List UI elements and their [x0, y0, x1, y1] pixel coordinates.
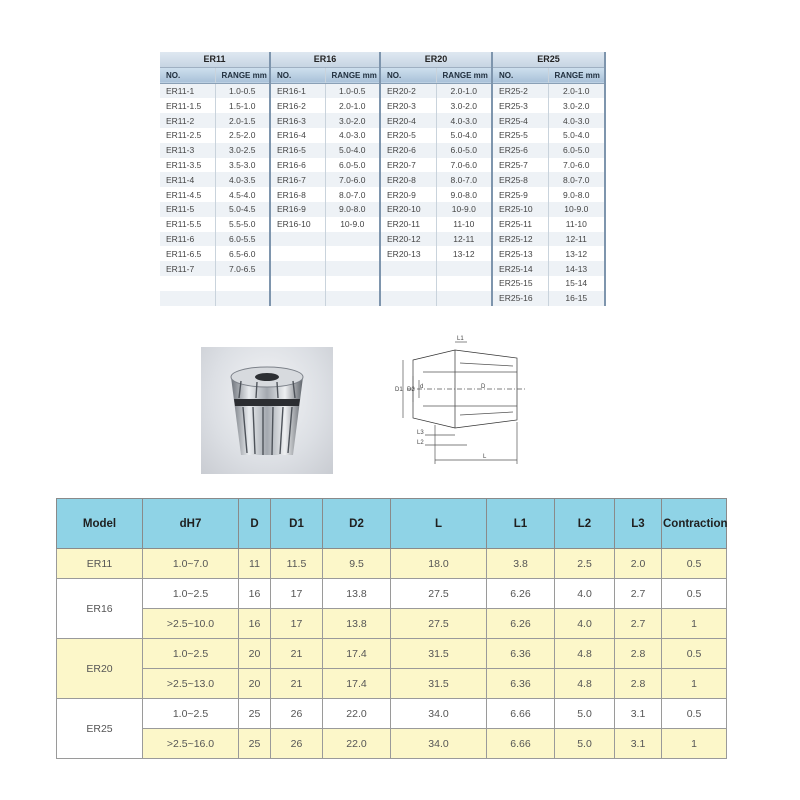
spec-value-cell: 11.5 [271, 549, 323, 579]
range-cell: 5.0-4.0 [436, 128, 492, 143]
range-cell [436, 291, 492, 306]
spec-value-cell: 0.5 [662, 699, 727, 729]
range-row [160, 187, 605, 202]
spec-header-l: L [391, 499, 487, 549]
spec-model-cell: ER20 [57, 639, 143, 699]
col-range: RANGE mm [215, 67, 270, 83]
model-no-cell: ER16-6 [270, 158, 325, 173]
range-cell [325, 261, 380, 276]
spec-model-cell: ER11 [57, 549, 143, 579]
range-cell: 1.5-1.0 [215, 98, 270, 113]
model-no-cell [160, 276, 215, 291]
model-no-cell [380, 276, 436, 291]
range-row [160, 217, 605, 232]
range-group-er11: ER11 [160, 52, 270, 67]
range-row [160, 98, 605, 113]
spec-value-cell: 13.8 [323, 609, 391, 639]
range-cell: 4.0-3.0 [548, 113, 605, 128]
spec-value-cell: 16 [239, 609, 271, 639]
range-cell [325, 291, 380, 306]
spec-model-cell: ER16 [57, 579, 143, 639]
spec-header-contraction: Contraction [662, 499, 727, 549]
spec-value-cell: 1.0~2.5 [143, 579, 239, 609]
model-no-cell: ER25-2 [492, 83, 548, 98]
model-no-cell: ER16-9 [270, 202, 325, 217]
range-row [160, 172, 605, 187]
model-no-cell [380, 261, 436, 276]
range-cell: 4.0-3.0 [325, 128, 380, 143]
spec-value-cell: 25 [239, 729, 271, 759]
model-no-cell: ER11-4 [160, 172, 215, 187]
model-no-cell: ER16-10 [270, 217, 325, 232]
range-cell: 7.0-6.0 [325, 172, 380, 187]
range-cell: 5.0-4.0 [548, 128, 605, 143]
model-no-cell: ER25-9 [492, 187, 548, 202]
spec-value-cell: 1 [662, 729, 727, 759]
model-no-cell: ER20-8 [380, 172, 436, 187]
spec-value-cell: 26 [271, 729, 323, 759]
range-cell: 6.0-5.0 [325, 158, 380, 173]
model-no-cell: ER25-15 [492, 276, 548, 291]
spec-value-cell: >2.5~16.0 [143, 729, 239, 759]
spec-row [57, 609, 727, 639]
model-no-cell: ER25-3 [492, 98, 548, 113]
spec-value-cell: >2.5~10.0 [143, 609, 239, 639]
range-cell [215, 276, 270, 291]
spec-value-cell: 6.36 [487, 669, 555, 699]
model-no-cell [270, 246, 325, 261]
range-cell: 2.0-1.0 [436, 83, 492, 98]
spec-value-cell: 6.66 [487, 699, 555, 729]
model-no-cell: ER11-4.5 [160, 187, 215, 202]
model-no-cell: ER20-9 [380, 187, 436, 202]
spec-value-cell: 16 [239, 579, 271, 609]
range-row [160, 83, 605, 98]
spec-value-cell: 4.8 [555, 639, 615, 669]
model-no-cell: ER25-16 [492, 291, 548, 306]
spec-value-cell: 17.4 [323, 639, 391, 669]
model-no-cell: ER16-5 [270, 143, 325, 158]
model-no-cell: ER20-13 [380, 246, 436, 261]
model-no-cell [270, 232, 325, 247]
range-group-er25: ER25 [492, 52, 605, 67]
model-no-cell: ER20-7 [380, 158, 436, 173]
model-no-cell: ER20-6 [380, 143, 436, 158]
model-no-cell: ER25-11 [492, 217, 548, 232]
spec-value-cell: 4.8 [555, 669, 615, 699]
collet-spec-table [56, 498, 727, 759]
spec-value-cell: 0.5 [662, 579, 727, 609]
collet-photo [201, 347, 333, 474]
spec-value-cell: 31.5 [391, 669, 487, 699]
model-no-cell: ER16-7 [270, 172, 325, 187]
range-cell: 7.0-6.5 [215, 261, 270, 276]
range-cell: 6.0-5.5 [215, 232, 270, 247]
spec-value-cell: 1.0~2.5 [143, 699, 239, 729]
range-cell: 11-10 [436, 217, 492, 232]
range-cell: 8.0-7.0 [325, 187, 380, 202]
range-group-er20: ER20 [380, 52, 492, 67]
model-no-cell: ER20-4 [380, 113, 436, 128]
spec-value-cell: 2.5 [555, 549, 615, 579]
spec-value-cell: 22.0 [323, 699, 391, 729]
range-cell: 7.0-6.0 [436, 158, 492, 173]
spec-header-l1: L1 [487, 499, 555, 549]
model-no-cell: ER25-6 [492, 143, 548, 158]
spec-value-cell: 31.5 [391, 639, 487, 669]
range-cell [436, 261, 492, 276]
spec-value-cell: 9.5 [323, 549, 391, 579]
range-cell: 3.5-3.0 [215, 158, 270, 173]
range-column-header-row [160, 67, 605, 83]
spec-value-cell: >2.5~13.0 [143, 669, 239, 699]
model-no-cell: ER11-5 [160, 202, 215, 217]
range-cell [325, 276, 380, 291]
spec-row [57, 699, 727, 729]
model-no-cell: ER11-2 [160, 113, 215, 128]
range-cell: 6.5-6.0 [215, 246, 270, 261]
range-row [160, 276, 605, 291]
spec-value-cell: 25 [239, 699, 271, 729]
model-no-cell [270, 291, 325, 306]
range-cell: 13-12 [548, 246, 605, 261]
spec-row [57, 639, 727, 669]
spec-value-cell: 17 [271, 579, 323, 609]
spec-value-cell: 13.8 [323, 579, 391, 609]
range-cell: 10-9.0 [548, 202, 605, 217]
range-table-body [160, 83, 605, 305]
range-row [160, 128, 605, 143]
spec-header-d: D [239, 499, 271, 549]
spec-value-cell: 2.7 [615, 609, 662, 639]
range-cell: 10-9.0 [325, 217, 380, 232]
range-cell: 9.0-8.0 [325, 202, 380, 217]
model-no-cell: ER20-2 [380, 83, 436, 98]
spec-value-cell: 3.1 [615, 729, 662, 759]
range-cell: 6.0-5.0 [548, 143, 605, 158]
range-cell: 10-9.0 [436, 202, 492, 217]
spec-value-cell: 17 [271, 609, 323, 639]
label-l: L [483, 454, 487, 460]
spec-value-cell: 3.1 [615, 699, 662, 729]
range-cell: 5.0-4.0 [325, 143, 380, 158]
range-cell: 13-12 [436, 246, 492, 261]
collet-dimension-drawing [395, 330, 540, 480]
range-row [160, 291, 605, 306]
spec-value-cell: 0.5 [662, 549, 727, 579]
spec-value-cell: 6.26 [487, 579, 555, 609]
range-cell: 2.0-1.0 [325, 98, 380, 113]
range-cell [325, 246, 380, 261]
col-range: RANGE mm [325, 67, 380, 83]
model-no-cell: ER25-14 [492, 261, 548, 276]
model-no-cell: ER11-6.5 [160, 246, 215, 261]
col-no: NO. [160, 67, 215, 83]
range-cell: 2.0-1.5 [215, 113, 270, 128]
range-cell: 5.0-4.5 [215, 202, 270, 217]
spec-value-cell: 1 [662, 669, 727, 699]
model-no-cell: ER11-3 [160, 143, 215, 158]
spec-header-model: Model [57, 499, 143, 549]
range-cell: 2.5-2.0 [215, 128, 270, 143]
model-no-cell: ER16-2 [270, 98, 325, 113]
model-no-cell: ER11-2.5 [160, 128, 215, 143]
spec-value-cell: 2.8 [615, 669, 662, 699]
spec-value-cell: 18.0 [391, 549, 487, 579]
spec-table-body [57, 549, 727, 759]
spec-value-cell: 2.0 [615, 549, 662, 579]
model-no-cell: ER20-11 [380, 217, 436, 232]
range-cell: 11-10 [548, 217, 605, 232]
model-no-cell: ER20-5 [380, 128, 436, 143]
range-group-er16: ER16 [270, 52, 380, 67]
range-row [160, 143, 605, 158]
range-cell: 1.0-0.5 [325, 83, 380, 98]
spec-header-row [57, 499, 727, 549]
range-cell [436, 276, 492, 291]
spec-header-d1: D1 [271, 499, 323, 549]
col-range: RANGE mm [436, 67, 492, 83]
spec-value-cell: 1.0~2.5 [143, 639, 239, 669]
label-d: D [481, 384, 486, 390]
spec-header-d2: D2 [323, 499, 391, 549]
model-no-cell: ER25-12 [492, 232, 548, 247]
model-no-cell: ER20-10 [380, 202, 436, 217]
label-l3: L3 [417, 430, 424, 436]
spec-value-cell: 2.8 [615, 639, 662, 669]
spec-value-cell: 6.36 [487, 639, 555, 669]
collet-illustration [201, 347, 333, 474]
model-no-cell: ER25-8 [492, 172, 548, 187]
spec-value-cell: 5.0 [555, 729, 615, 759]
model-no-cell [380, 291, 436, 306]
model-no-cell: ER25-13 [492, 246, 548, 261]
spec-value-cell: 2.7 [615, 579, 662, 609]
range-cell: 15-14 [548, 276, 605, 291]
spec-value-cell: 6.26 [487, 609, 555, 639]
label-l1: L1 [457, 336, 464, 342]
spec-value-cell: 0.5 [662, 639, 727, 669]
spec-value-cell: 27.5 [391, 609, 487, 639]
spec-value-cell: 3.8 [487, 549, 555, 579]
spec-row [57, 549, 727, 579]
range-cell: 6.0-5.0 [436, 143, 492, 158]
spec-header-dh7: dH7 [143, 499, 239, 549]
model-no-cell: ER25-7 [492, 158, 548, 173]
range-row [160, 113, 605, 128]
spec-row [57, 669, 727, 699]
range-cell [325, 232, 380, 247]
range-cell: 3.0-2.0 [436, 98, 492, 113]
range-cell: 8.0-7.0 [548, 172, 605, 187]
spec-value-cell: 1.0~7.0 [143, 549, 239, 579]
spec-value-cell: 4.0 [555, 609, 615, 639]
model-no-cell: ER11-1 [160, 83, 215, 98]
spec-value-cell: 21 [271, 639, 323, 669]
range-cell: 2.0-1.0 [548, 83, 605, 98]
collet-range-table [160, 52, 606, 306]
spec-value-cell: 34.0 [391, 729, 487, 759]
spec-value-cell: 5.0 [555, 699, 615, 729]
range-cell: 16-15 [548, 291, 605, 306]
range-cell: 14-13 [548, 261, 605, 276]
spec-header-l3: L3 [615, 499, 662, 549]
label-d-small: d [420, 384, 424, 390]
range-cell: 9.0-8.0 [436, 187, 492, 202]
range-cell: 8.0-7.0 [436, 172, 492, 187]
spec-value-cell: 22.0 [323, 729, 391, 759]
model-no-cell: ER11-7 [160, 261, 215, 276]
label-l2: L2 [417, 440, 424, 446]
spec-row [57, 579, 727, 609]
range-cell: 12-11 [548, 232, 605, 247]
model-no-cell: ER16-4 [270, 128, 325, 143]
range-cell: 9.0-8.0 [548, 187, 605, 202]
spec-value-cell: 6.66 [487, 729, 555, 759]
spec-value-cell: 4.0 [555, 579, 615, 609]
range-row [160, 232, 605, 247]
range-cell: 3.0-2.5 [215, 143, 270, 158]
model-no-cell: ER25-4 [492, 113, 548, 128]
spec-header-l2: L2 [555, 499, 615, 549]
model-no-cell: ER20-3 [380, 98, 436, 113]
range-cell [215, 291, 270, 306]
model-no-cell: ER16-3 [270, 113, 325, 128]
range-cell: 7.0-6.0 [548, 158, 605, 173]
range-row [160, 246, 605, 261]
label-d2: D2 [407, 387, 415, 393]
spec-value-cell: 21 [271, 669, 323, 699]
model-no-cell [270, 261, 325, 276]
model-no-cell [270, 276, 325, 291]
spec-value-cell: 26 [271, 699, 323, 729]
range-cell: 3.0-2.0 [325, 113, 380, 128]
range-cell: 5.5-5.0 [215, 217, 270, 232]
spec-value-cell: 34.0 [391, 699, 487, 729]
spec-model-cell: ER25 [57, 699, 143, 759]
model-no-cell: ER20-12 [380, 232, 436, 247]
spec-value-cell: 1 [662, 609, 727, 639]
model-no-cell: ER11-1.5 [160, 98, 215, 113]
model-no-cell: ER16-1 [270, 83, 325, 98]
model-no-cell: ER11-3.5 [160, 158, 215, 173]
spec-value-cell: 11 [239, 549, 271, 579]
model-no-cell: ER11-5.5 [160, 217, 215, 232]
model-no-cell: ER25-5 [492, 128, 548, 143]
range-cell: 4.0-3.0 [436, 113, 492, 128]
range-cell: 1.0-0.5 [215, 83, 270, 98]
spec-value-cell: 20 [239, 669, 271, 699]
spec-row [57, 729, 727, 759]
spec-value-cell: 17.4 [323, 669, 391, 699]
range-cell: 4.5-4.0 [215, 187, 270, 202]
spec-value-cell: 27.5 [391, 579, 487, 609]
model-no-cell: ER25-10 [492, 202, 548, 217]
range-row [160, 158, 605, 173]
range-cell: 12-11 [436, 232, 492, 247]
spec-value-cell: 20 [239, 639, 271, 669]
label-d1: D1 [395, 387, 403, 393]
model-no-cell [160, 291, 215, 306]
range-group-header-row [160, 52, 605, 67]
range-cell: 3.0-2.0 [548, 98, 605, 113]
range-row [160, 261, 605, 276]
model-no-cell: ER16-8 [270, 187, 325, 202]
col-no: NO. [492, 67, 548, 83]
col-no: NO. [270, 67, 325, 83]
col-range: RANGE mm [548, 67, 605, 83]
range-cell: 4.0-3.5 [215, 172, 270, 187]
range-row [160, 202, 605, 217]
col-no: NO. [380, 67, 436, 83]
model-no-cell: ER11-6 [160, 232, 215, 247]
